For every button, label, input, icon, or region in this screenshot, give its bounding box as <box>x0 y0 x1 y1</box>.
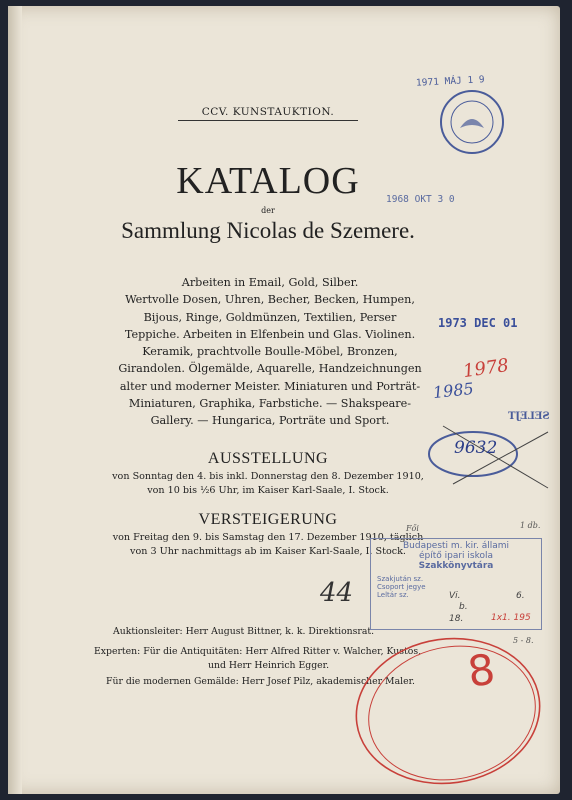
experts-line-2: und Herr Heinrich Egger. <box>208 660 330 671</box>
auction-heading: VERSTEIGERUNG <box>198 511 338 528</box>
handwritten-44: 44 <box>320 578 354 608</box>
ledger-val-1: Vi. <box>449 591 461 601</box>
desc-line: alter und moderner Meister. Miniaturen und Porträt- <box>119 379 421 393</box>
auctioneer-line: Auktionsleiter: Herr August Bittner, k. k. Direktionsrat. <box>113 626 375 637</box>
handwritten-year-blue: 1985 <box>432 378 475 403</box>
experts-line-3: Für die modernen Gemälde: Herr Josef Pilz, akademischer Maler. <box>106 676 415 687</box>
desc-line: Arbeiten in Email, Gold, Silber. <box>181 276 359 289</box>
pencil-note: Fői <box>406 524 419 533</box>
desc-line: Wertvolle Dosen, Uhren, Becher, Becken, Humpen, <box>125 293 415 307</box>
desc-line: Keramik, prachtvolle Boulle-Möbel, Bronzen, <box>142 345 398 359</box>
ledger-line-3: Szakkönyvtára <box>418 561 494 571</box>
exhibition-line-1: von Sonntag den 4. bis inkl. Donnerstag den 8. Dezember 1910, <box>112 471 424 482</box>
date-stamp-3: 1973 DEC 01 <box>438 316 518 330</box>
page-gutter <box>8 6 22 794</box>
oval-number: 9632 <box>454 438 498 458</box>
auction-line-1: von Freitag den 9. bis Samstag den 17. Dezember 1910, täglich <box>112 532 424 543</box>
ledger-row-1: Szakjután sz. <box>377 575 424 583</box>
ledger-val-3: 18. <box>449 614 464 624</box>
handwritten-year-red: 1978 <box>461 354 511 383</box>
desc-line: Bijous, Ringe, Goldmünzen, Textilien, Perser <box>143 310 397 324</box>
catalog-page <box>8 6 560 794</box>
library-seal-icon <box>438 88 506 156</box>
handwritten-8: 8 <box>464 644 499 697</box>
ledger-row-3: Leltár sz. <box>377 591 409 599</box>
experts-line-1: Experten: Für die Antiquitäten: Herr Alfred Ritter v. Walcher, Kustos, <box>94 646 422 657</box>
exhibition-line-2: von 10 bis ½6 Uhr, im Kaiser Karl-Saale, I. Stock. <box>147 485 389 496</box>
desc-line: Girandolen. Ölgemälde, Aquarelle, Handzeichnungen <box>118 362 422 376</box>
ledger-line-2: építő ipari iskola <box>418 551 494 561</box>
ledger-val-4: 6. <box>516 591 525 601</box>
pencil-note-2: 1 db. <box>520 521 541 530</box>
date-stamp-2: 1968 OKT 3 0 <box>386 194 455 205</box>
library-ledger-stamp <box>370 538 542 630</box>
ledger-row-2: Csoport jegye <box>377 583 426 591</box>
desc-line: Gallery. — Hungarica, Porträte und Sport. <box>150 414 390 428</box>
exhibition-heading: AUSSTELLUNG <box>207 450 329 467</box>
catalog-title: KATALOG <box>176 160 360 202</box>
red-circle-mark-icon <box>348 631 548 791</box>
ledger-line-1: Budapesti m. kir. állami <box>402 541 510 551</box>
ledger-val-5: 1x1. 195 <box>491 613 531 623</box>
contents-description <box>80 274 460 430</box>
ledger-val-2: b. <box>459 602 468 612</box>
collection-name: Sammlung Nicolas de Szemere. <box>121 218 415 243</box>
date-stamp-1: 1971 MÁJ 1 9 <box>415 74 485 89</box>
desc-line: Miniaturen, Graphika, Farbstiche. — Shakspeare- <box>128 397 412 411</box>
auction-line-2: von 3 Uhr nachmittags ab im Kaiser Karl-Saale, I. Stock. <box>130 546 406 557</box>
selejt-stamp: SELEJT <box>508 411 550 422</box>
title-der: der <box>261 206 275 215</box>
side-note: 5 - 8. <box>513 636 534 645</box>
desc-line: Teppiche. Arbeiten in Elfenbein und Glas. Violinen. <box>124 327 416 341</box>
auction-number: CCV. KUNSTAUKTION. <box>178 106 358 121</box>
